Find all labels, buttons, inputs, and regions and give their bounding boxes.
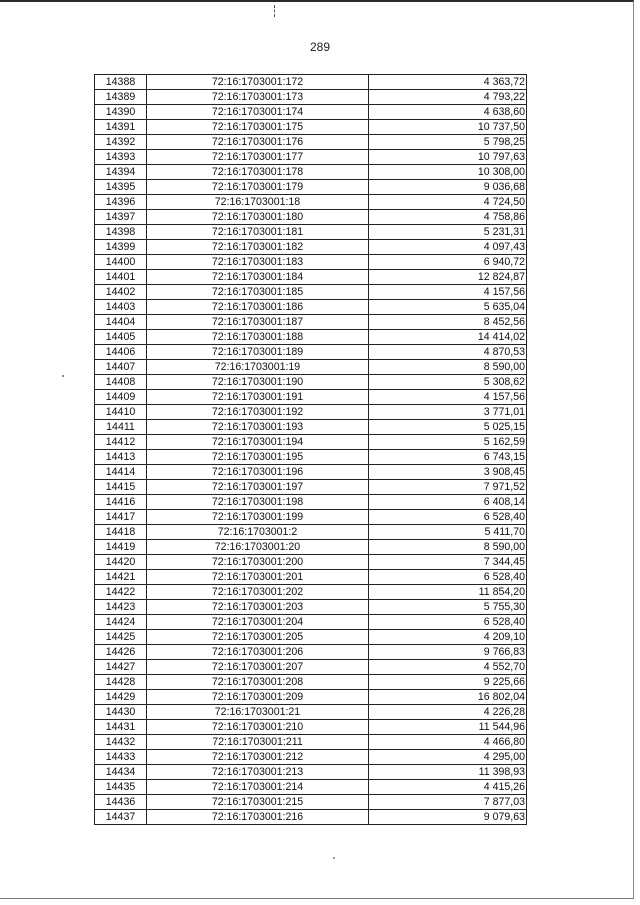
row-number-cell: 14395 [95, 180, 147, 195]
cadastral-number-cell: 72:16:1703001:19 [147, 360, 369, 375]
table-row [95, 735, 527, 750]
value-cell: 4 552,70 [369, 660, 527, 675]
value-cell: 10 308,00 [369, 165, 527, 180]
value-cell: 5 411,70 [369, 525, 527, 540]
value-cell: 4 157,56 [369, 390, 527, 405]
cadastral-number-cell: 72:16:1703001:191 [147, 390, 369, 405]
value-cell: 9 225,66 [369, 675, 527, 690]
row-number-cell: 14415 [95, 480, 147, 495]
value-cell: 4 097,43 [369, 240, 527, 255]
cadastral-number-cell: 72:16:1703001:180 [147, 210, 369, 225]
table-row [95, 315, 527, 330]
table-row [95, 435, 527, 450]
cadastral-number-cell: 72:16:1703001:186 [147, 300, 369, 315]
cadastral-number-cell: 72:16:1703001:176 [147, 135, 369, 150]
value-cell: 4 295,00 [369, 750, 527, 765]
value-cell: 5 798,25 [369, 135, 527, 150]
value-cell: 12 824,87 [369, 270, 527, 285]
cadastral-number-cell: 72:16:1703001:211 [147, 735, 369, 750]
value-cell: 10 797,63 [369, 150, 527, 165]
value-cell: 9 766,83 [369, 645, 527, 660]
cadastral-number-cell: 72:16:1703001:174 [147, 105, 369, 120]
row-number-cell: 14407 [95, 360, 147, 375]
table-row [95, 90, 527, 105]
value-cell: 4 209,10 [369, 630, 527, 645]
table-row [95, 345, 527, 360]
value-cell: 5 308,62 [369, 375, 527, 390]
scan-speck [333, 857, 335, 859]
value-cell: 6 940,72 [369, 255, 527, 270]
value-cell: 9 036,68 [369, 180, 527, 195]
table-row [95, 420, 527, 435]
table-row [95, 780, 527, 795]
cadastral-number-cell: 72:16:1703001:194 [147, 435, 369, 450]
row-number-cell: 14399 [95, 240, 147, 255]
value-cell: 6 408,14 [369, 495, 527, 510]
value-cell: 5 162,59 [369, 435, 527, 450]
value-cell: 8 590,00 [369, 360, 527, 375]
table-row [95, 450, 527, 465]
cadastral-number-cell: 72:16:1703001:172 [147, 75, 369, 90]
value-cell: 4 793,22 [369, 90, 527, 105]
cadastral-number-cell: 72:16:1703001:204 [147, 615, 369, 630]
table-row [95, 120, 527, 135]
row-number-cell: 14420 [95, 555, 147, 570]
row-number-cell: 14396 [95, 195, 147, 210]
cadastral-number-cell: 72:16:1703001:192 [147, 405, 369, 420]
cadastral-table-container [94, 74, 527, 825]
table-row [95, 495, 527, 510]
value-cell: 6 528,40 [369, 615, 527, 630]
row-number-cell: 14429 [95, 690, 147, 705]
row-number-cell: 14418 [95, 525, 147, 540]
table-row [95, 570, 527, 585]
value-cell: 9 079,63 [369, 810, 527, 825]
cadastral-number-cell: 72:16:1703001:205 [147, 630, 369, 645]
cadastral-number-cell: 72:16:1703001:193 [147, 420, 369, 435]
row-number-cell: 14416 [95, 495, 147, 510]
value-cell: 5 231,31 [369, 225, 527, 240]
table-row [95, 225, 527, 240]
row-number-cell: 14435 [95, 780, 147, 795]
cadastral-number-cell: 72:16:1703001:177 [147, 150, 369, 165]
cadastral-number-cell: 72:16:1703001:183 [147, 255, 369, 270]
row-number-cell: 14390 [95, 105, 147, 120]
table-row [95, 600, 527, 615]
row-number-cell: 14413 [95, 450, 147, 465]
value-cell: 8 452,56 [369, 315, 527, 330]
table-row [95, 510, 527, 525]
value-cell: 8 590,00 [369, 540, 527, 555]
row-number-cell: 14422 [95, 585, 147, 600]
table-row [95, 630, 527, 645]
table-row [95, 405, 527, 420]
row-number-cell: 14392 [95, 135, 147, 150]
table-row [95, 195, 527, 210]
cadastral-number-cell: 72:16:1703001:208 [147, 675, 369, 690]
table-row [95, 675, 527, 690]
row-number-cell: 14425 [95, 630, 147, 645]
table-row [95, 585, 527, 600]
scan-speck [62, 375, 64, 377]
table-row [95, 210, 527, 225]
cadastral-number-cell: 72:16:1703001:199 [147, 510, 369, 525]
value-cell: 6 528,40 [369, 510, 527, 525]
table-row [95, 330, 527, 345]
row-number-cell: 14405 [95, 330, 147, 345]
cadastral-number-cell: 72:16:1703001:213 [147, 765, 369, 780]
row-number-cell: 14402 [95, 285, 147, 300]
value-cell: 4 758,86 [369, 210, 527, 225]
row-number-cell: 14398 [95, 225, 147, 240]
table-row [95, 390, 527, 405]
cadastral-number-cell: 72:16:1703001:185 [147, 285, 369, 300]
table-row [95, 270, 527, 285]
row-number-cell: 14400 [95, 255, 147, 270]
row-number-cell: 14436 [95, 795, 147, 810]
row-number-cell: 14408 [95, 375, 147, 390]
cadastral-number-cell: 72:16:1703001:187 [147, 315, 369, 330]
cadastral-number-cell: 72:16:1703001:173 [147, 90, 369, 105]
table-row [95, 255, 527, 270]
table-row [95, 765, 527, 780]
value-cell: 16 802,04 [369, 690, 527, 705]
row-number-cell: 14419 [95, 540, 147, 555]
cadastral-number-cell: 72:16:1703001:190 [147, 375, 369, 390]
cadastral-number-cell: 72:16:1703001:207 [147, 660, 369, 675]
table-row [95, 105, 527, 120]
row-number-cell: 14428 [95, 675, 147, 690]
row-number-cell: 14401 [95, 270, 147, 285]
value-cell: 5 025,15 [369, 420, 527, 435]
value-cell: 3 908,45 [369, 465, 527, 480]
table-row [95, 705, 527, 720]
table-row [95, 660, 527, 675]
cadastral-number-cell: 72:16:1703001:189 [147, 345, 369, 360]
cadastral-number-cell: 72:16:1703001:206 [147, 645, 369, 660]
value-cell: 6 743,15 [369, 450, 527, 465]
row-number-cell: 14391 [95, 120, 147, 135]
value-cell: 4 638,60 [369, 105, 527, 120]
row-number-cell: 14411 [95, 420, 147, 435]
row-number-cell: 14427 [95, 660, 147, 675]
cadastral-number-cell: 72:16:1703001:202 [147, 585, 369, 600]
row-number-cell: 14426 [95, 645, 147, 660]
cadastral-number-cell: 72:16:1703001:210 [147, 720, 369, 735]
row-number-cell: 14393 [95, 150, 147, 165]
row-number-cell: 14410 [95, 405, 147, 420]
table-row [95, 360, 527, 375]
value-cell: 11 544,96 [369, 720, 527, 735]
table-row [95, 300, 527, 315]
row-number-cell: 14423 [95, 600, 147, 615]
value-cell: 7 971,52 [369, 480, 527, 495]
value-cell: 4 466,80 [369, 735, 527, 750]
table-row [95, 750, 527, 765]
row-number-cell: 14414 [95, 465, 147, 480]
row-number-cell: 14417 [95, 510, 147, 525]
table-row [95, 795, 527, 810]
table-row [95, 555, 527, 570]
cadastral-number-cell: 72:16:1703001:184 [147, 270, 369, 285]
row-number-cell: 14403 [95, 300, 147, 315]
value-cell: 4 226,28 [369, 705, 527, 720]
cadastral-number-cell: 72:16:1703001:212 [147, 750, 369, 765]
table-row [95, 165, 527, 180]
value-cell: 7 344,45 [369, 555, 527, 570]
table-row [95, 645, 527, 660]
table-row [95, 285, 527, 300]
value-cell: 11 854,20 [369, 585, 527, 600]
row-number-cell: 14430 [95, 705, 147, 720]
cadastral-number-cell: 72:16:1703001:200 [147, 555, 369, 570]
table-row [95, 720, 527, 735]
cadastral-number-cell: 72:16:1703001:216 [147, 810, 369, 825]
cadastral-number-cell: 72:16:1703001:178 [147, 165, 369, 180]
value-cell: 5 635,04 [369, 300, 527, 315]
cadastral-number-cell: 72:16:1703001:196 [147, 465, 369, 480]
table-row [95, 480, 527, 495]
value-cell: 4 724,50 [369, 195, 527, 210]
row-number-cell: 14397 [95, 210, 147, 225]
value-cell: 4 363,72 [369, 75, 527, 90]
cadastral-number-cell: 72:16:1703001:175 [147, 120, 369, 135]
row-number-cell: 14388 [95, 75, 147, 90]
cadastral-number-cell: 72:16:1703001:18 [147, 195, 369, 210]
row-number-cell: 14409 [95, 390, 147, 405]
value-cell: 14 414,02 [369, 330, 527, 345]
row-number-cell: 14433 [95, 750, 147, 765]
row-number-cell: 14431 [95, 720, 147, 735]
row-number-cell: 14432 [95, 735, 147, 750]
row-number-cell: 14437 [95, 810, 147, 825]
table-row [95, 150, 527, 165]
table-row [95, 375, 527, 390]
cadastral-number-cell: 72:16:1703001:215 [147, 795, 369, 810]
table-row [95, 690, 527, 705]
cadastral-number-cell: 72:16:1703001:195 [147, 450, 369, 465]
table-row [95, 525, 527, 540]
cadastral-number-cell: 72:16:1703001:20 [147, 540, 369, 555]
row-number-cell: 14394 [95, 165, 147, 180]
value-cell: 6 528,40 [369, 570, 527, 585]
cadastral-number-cell: 72:16:1703001:2 [147, 525, 369, 540]
row-number-cell: 14404 [95, 315, 147, 330]
cadastral-number-cell: 72:16:1703001:209 [147, 690, 369, 705]
row-number-cell: 14434 [95, 765, 147, 780]
table-row [95, 135, 527, 150]
table-row [95, 615, 527, 630]
cadastral-number-cell: 72:16:1703001:182 [147, 240, 369, 255]
row-number-cell: 14424 [95, 615, 147, 630]
page-number: 289 [309, 40, 331, 54]
cadastral-number-cell: 72:16:1703001:214 [147, 780, 369, 795]
cadastral-value-table [94, 74, 527, 825]
table-body [95, 75, 527, 825]
value-cell: 4 870,53 [369, 345, 527, 360]
cadastral-number-cell: 72:16:1703001:198 [147, 495, 369, 510]
value-cell: 11 398,93 [369, 765, 527, 780]
row-number-cell: 14389 [95, 90, 147, 105]
scan-mark [274, 5, 277, 17]
value-cell: 4 157,56 [369, 285, 527, 300]
cadastral-number-cell: 72:16:1703001:179 [147, 180, 369, 195]
value-cell: 10 737,50 [369, 120, 527, 135]
cadastral-number-cell: 72:16:1703001:21 [147, 705, 369, 720]
table-row [95, 810, 527, 825]
cadastral-number-cell: 72:16:1703001:201 [147, 570, 369, 585]
row-number-cell: 14406 [95, 345, 147, 360]
cadastral-number-cell: 72:16:1703001:197 [147, 480, 369, 495]
row-number-cell: 14412 [95, 435, 147, 450]
table-row [95, 540, 527, 555]
value-cell: 7 877,03 [369, 795, 527, 810]
table-row [95, 180, 527, 195]
cadastral-number-cell: 72:16:1703001:203 [147, 600, 369, 615]
value-cell: 3 771,01 [369, 405, 527, 420]
cadastral-number-cell: 72:16:1703001:181 [147, 225, 369, 240]
table-row [95, 465, 527, 480]
value-cell: 5 755,30 [369, 600, 527, 615]
value-cell: 4 415,26 [369, 780, 527, 795]
cadastral-number-cell: 72:16:1703001:188 [147, 330, 369, 345]
table-row [95, 75, 527, 90]
row-number-cell: 14421 [95, 570, 147, 585]
table-row [95, 240, 527, 255]
